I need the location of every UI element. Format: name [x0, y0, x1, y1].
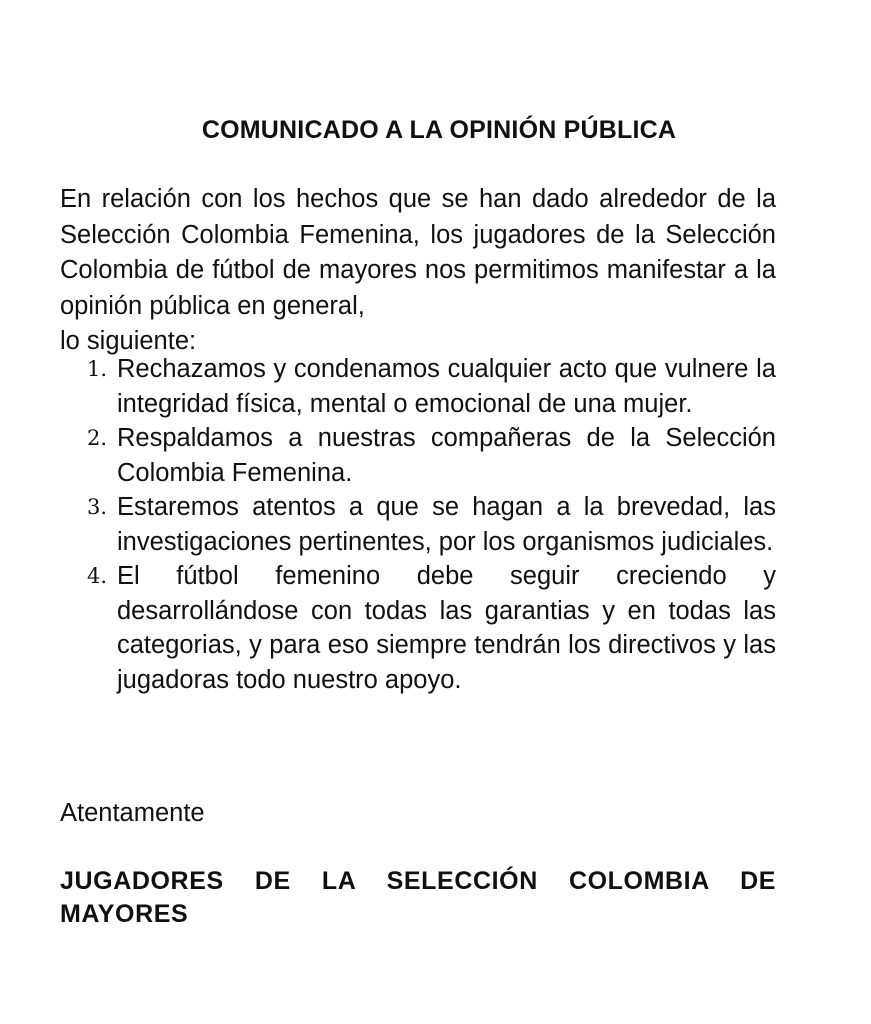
statement-list [87, 352, 776, 697]
list-item [87, 490, 776, 559]
statement-title: COMUNICADO A LA OPINIÓN PÚBLICA [201, 116, 677, 144]
list-item [87, 352, 776, 421]
list-item-number: 1. [87, 357, 108, 381]
list-item-text: El fútbol femenino debe seguir creciendo y desarrollándose con todas las garantias y en todas las categorias, y para eso siempre tendrán los directivos y las jugadoras todo nuestro apoyo. [117, 562, 776, 694]
signature: JUGADORES DE LA SELECCIÓN COLOMBIA DE MAYORES [60, 867, 776, 928]
intro-text: En relación con los hechos que se han dado alrededor de la Selección Colombia Femenina, los jugadores de la Selección Colombia de fútbol de mayores nos permitimos manifestar a la opinión pública en general, [60, 185, 776, 320]
list-item-text: Respaldamos a nuestras compañeras de la Selección Colombia Femenina. [117, 424, 776, 487]
sign-off: Atentamente [60, 799, 205, 827]
intro-tail: lo siguiente: [60, 327, 197, 355]
list-item-number: 2. [87, 426, 108, 450]
list-item-text: Estaremos atentos a que se hagan a la brevedad, las investigaciones pertinentes, por los organismos judiciales. [117, 493, 776, 556]
list-item-text: Rechazamos y condenamos cualquier acto que vulnere la integridad física, mental o emocional de una mujer. [117, 355, 776, 418]
list-item [87, 559, 776, 697]
list-item-number: 4. [87, 564, 108, 588]
intro-paragraph [60, 182, 776, 360]
list-item-number: 3. [87, 495, 108, 519]
list-item [87, 421, 776, 490]
